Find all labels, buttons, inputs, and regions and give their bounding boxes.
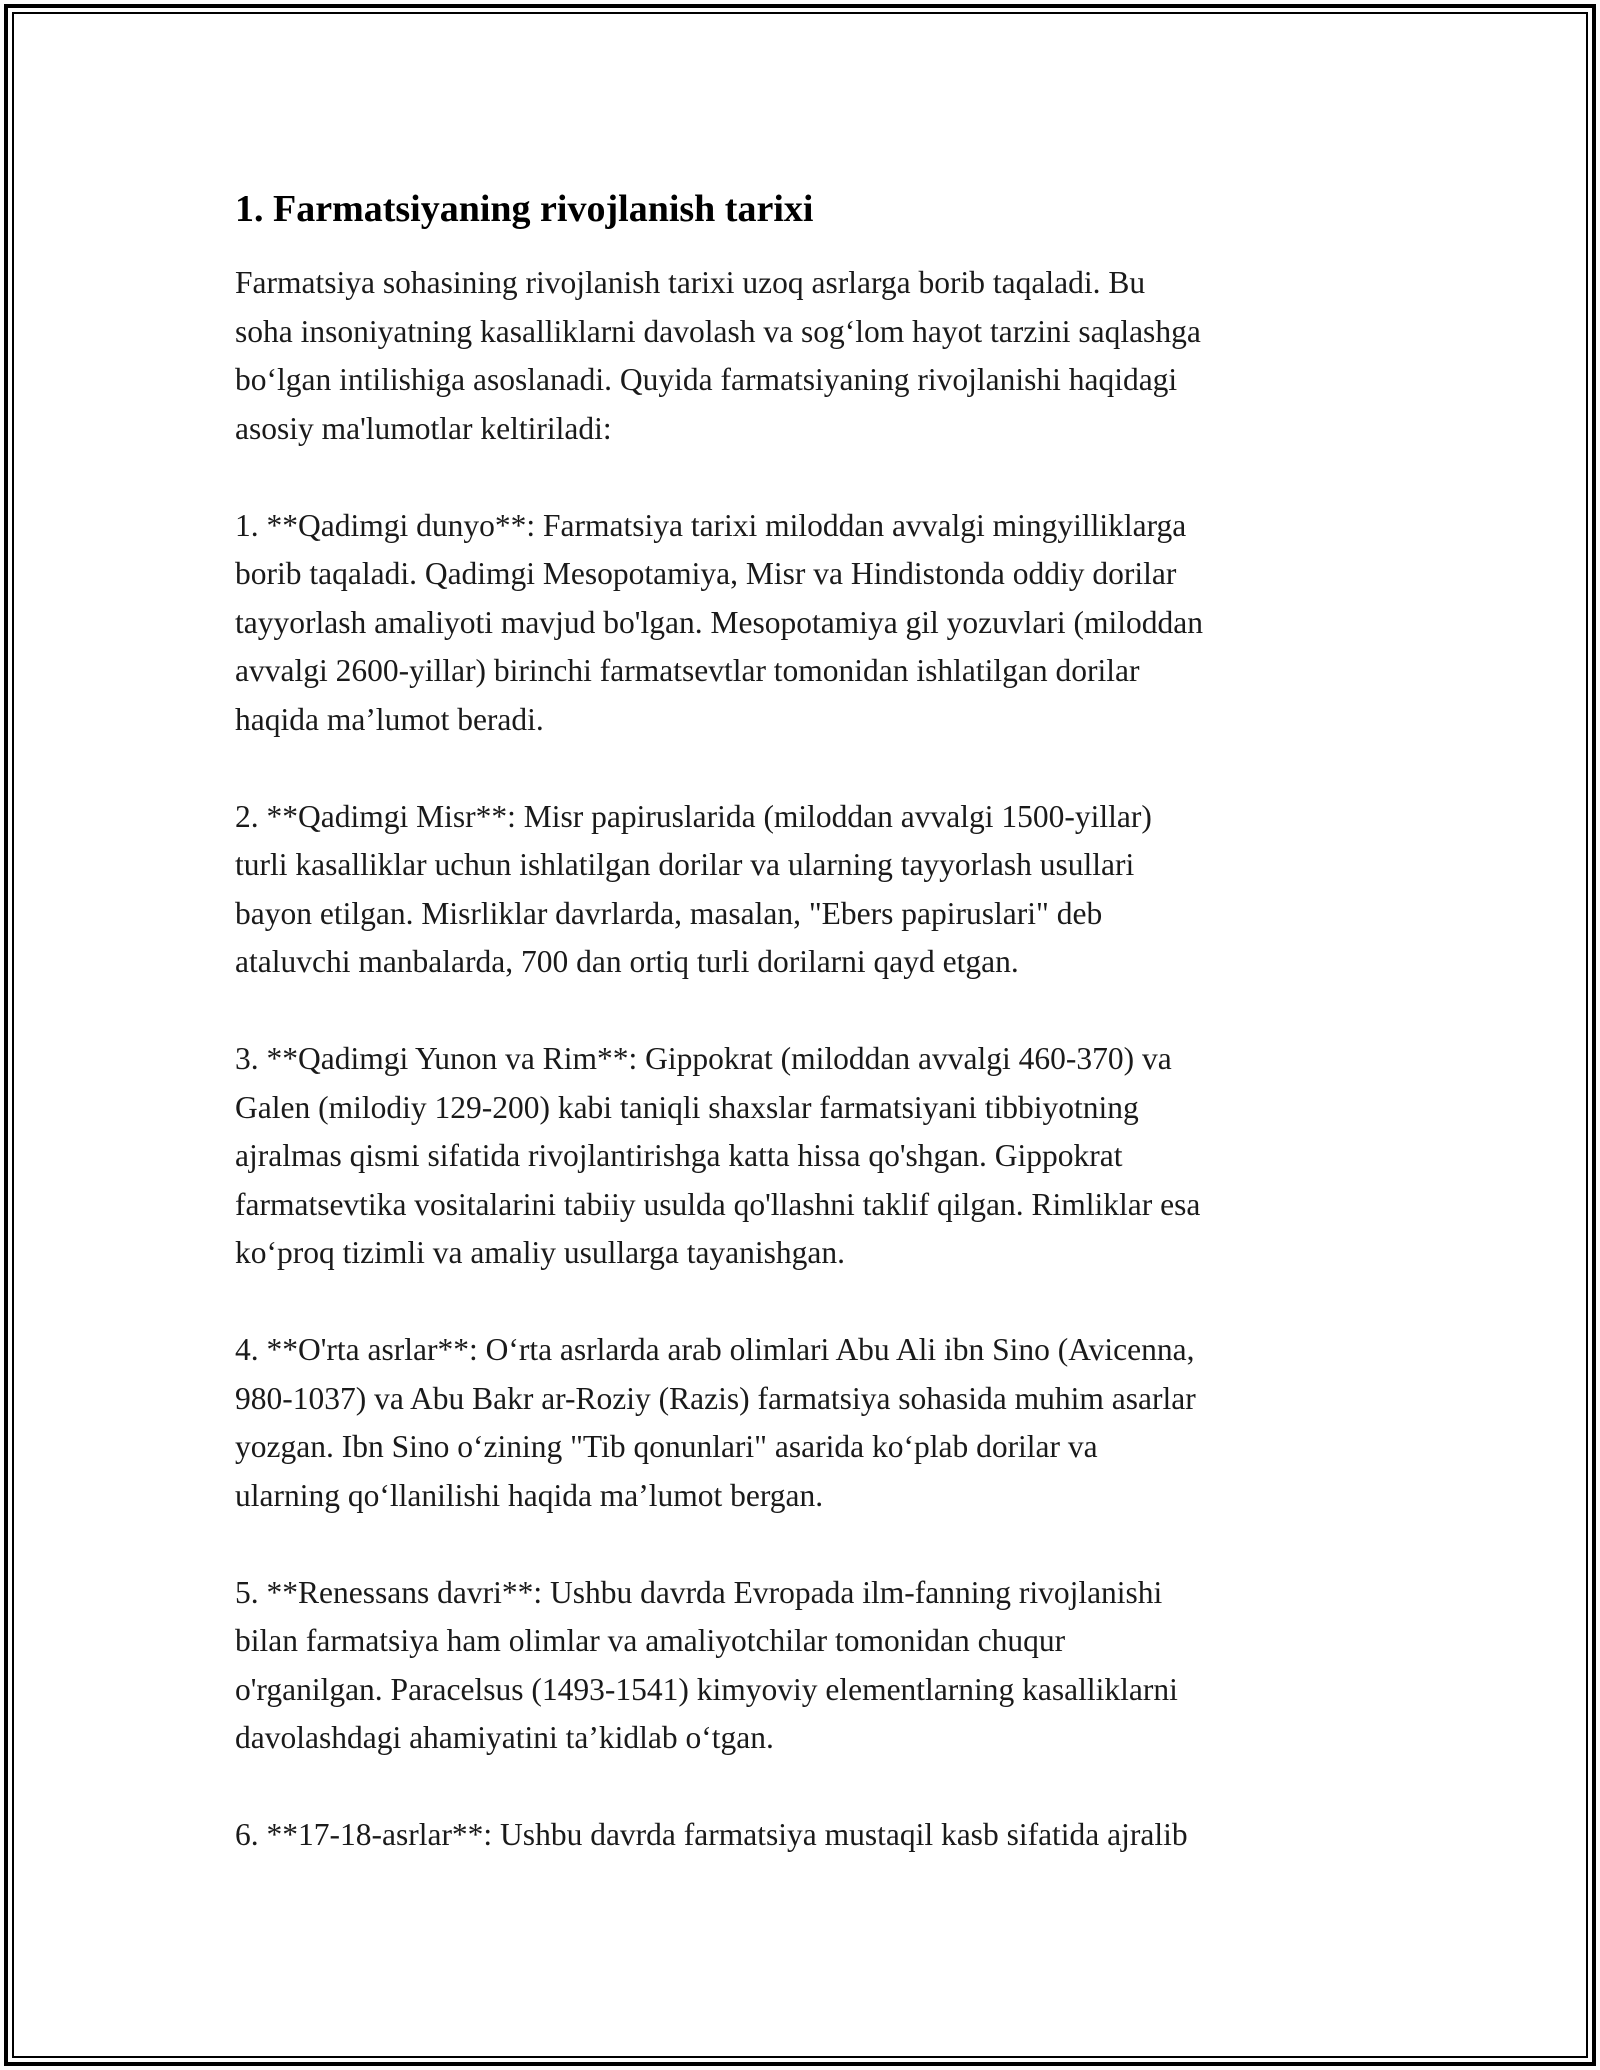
page-title: 1. Farmatsiyaning rivojlanish tarixi [235,188,814,230]
list-item-greece-rome: 3. **Qadimgi Yunon va Rim**: Gippokrat (miloddan avvalgi 460-370) va Galen (milodiy 129-200) kabi taniqli shaxslar farmatsiyani tibbiyotning ajralmas qismi sifatida rivojlantirishga katta hissa qo'shgan. Gippokrat farmatsevtika vositalarini tabiiy usulda qo'llashni taklif qilgan. Rimliklar esa ko‘proq tizimli va amaliy usullarga tayanishgan. [235,1041,1201,1270]
document-body [235,185,1365,1860]
list-item-17-18-centuries: 6. **17-18-asrlar**: Ushbu davrda farmatsiya mustaqil kasb sifatida ajralib [235,1817,1188,1852]
list-item-ancient-egypt: 2. **Qadimgi Misr**: Misr papiruslarida (miloddan avvalgi 1500-yillar) turli kasalliklar uchun ishlatilgan dorilar va ularning tayyorlash usullari bayon etilgan. Misrliklar davrlarda, masalan, "Ebers papiruslari" deb ataluvchi manbalarda, 700 dan ortiq turli dorilarni qayd etgan. [235,798,1152,979]
list-item-ancient-world: 1. **Qadimgi dunyo**: Farmatsiya tarixi miloddan avvalgi mingyilliklarga borib taqaladi. Qadimgi Mesopotamiya, Misr va Hindistonda oddiy dorilar tayyorlash amaliyoti mavjud bo'lgan. Mesopotamiya gil yozuvlari (miloddan avvalgi 2600-yillar) birinchi farmatsevtlar tomonidan ishlatilgan dorilar haqida ma’lumot beradi. [235,507,1203,737]
intro-paragraph: Farmatsiya sohasining rivojlanish tarixi uzoq asrlarga borib taqaladi. Bu soha insoniyatning kasalliklarni davolash va sog‘lom hayot tarzini saqlashga bo‘lgan intilishiga asoslanadi. Quyida farmatsiyaning rivojlanishi haqidagi asosiy ma'lumotlar keltiriladi: [235,265,1201,446]
list-item-renaissance: 5. **Renessans davri**: Ushbu davrda Evropada ilm-fanning rivojlanishi bilan farmatsiya ham olimlar va amaliyotchilar tomonidan chuqur o'rganilgan. Paracelsus (1493-1541) kimyoviy elementlarning kasalliklarni davolashdagi ahamiyatini ta’kidlab o‘tgan. [235,1574,1178,1755]
list-item-middle-ages: 4. **O'rta asrlar**: O‘rta asrlarda arab olimlari Abu Ali ibn Sino (Avicenna, 980-1037) va Abu Bakr ar-Roziy (Razis) farmatsiya sohasida muhim asarlar yozgan. Ibn Sino o‘zining "Tib qonunlari" asarida ko‘plab dorilar va ularning qo‘llanilishi haqida ma’lumot bergan. [235,1332,1196,1513]
